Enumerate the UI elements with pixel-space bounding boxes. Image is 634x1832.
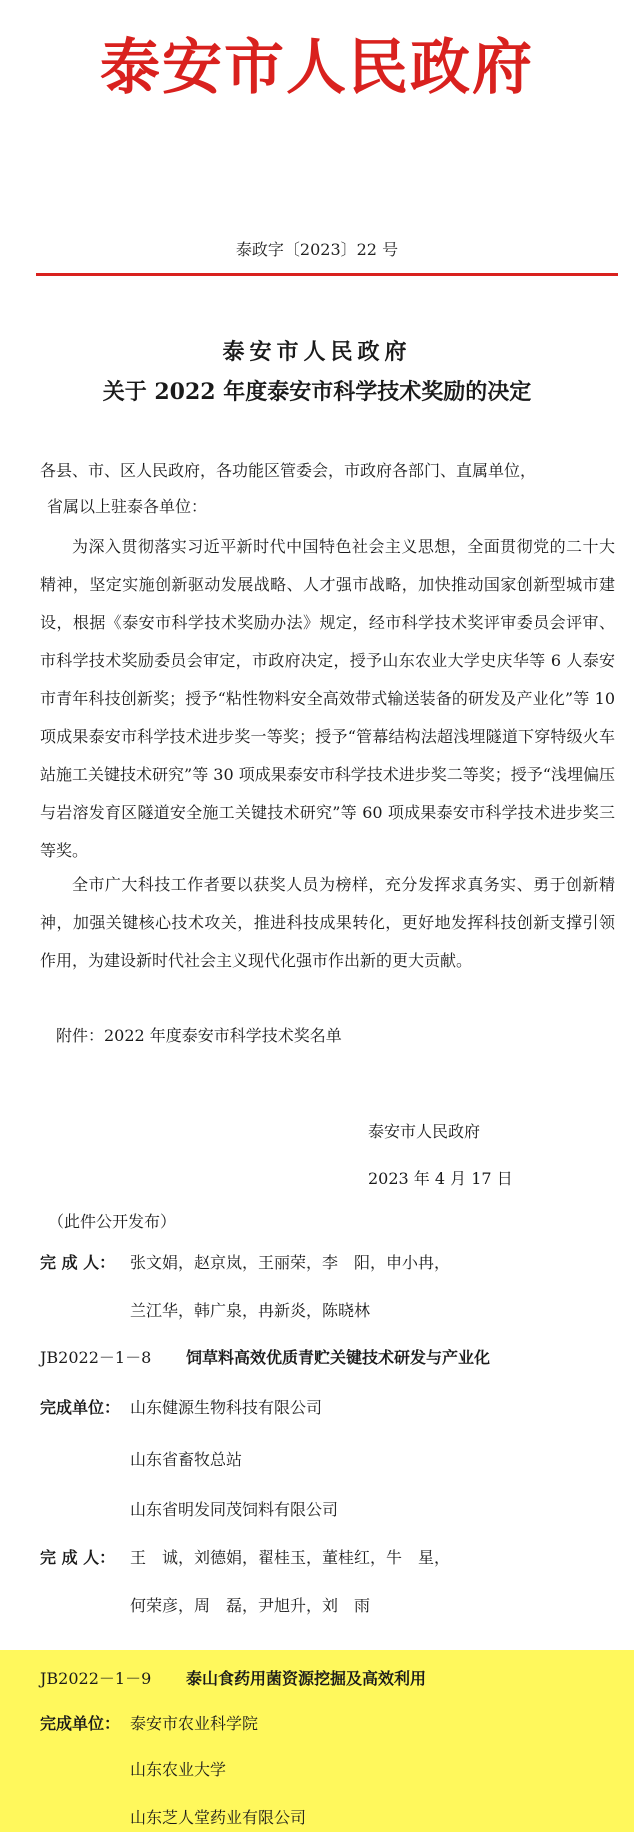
signature-issuer: 泰安市人民政府	[368, 1122, 481, 1141]
document-title-line2: 关于 2022 年度泰安市科学技术奖励的决定	[102, 379, 532, 405]
people-label: 完 成 人：	[40, 1548, 116, 1567]
addressee-line2: 省属以上驻泰各单位：	[47, 497, 208, 516]
unit-name: 泰安市农业科学院	[130, 1714, 259, 1733]
people-label: 完 成 人：	[40, 1253, 116, 1272]
document-number: 泰政字〔2023〕22 号	[235, 240, 399, 259]
unit-name: 山东农业大学	[130, 1760, 227, 1779]
project-name: 饲草料高效优质青贮关键技术研发与产业化	[186, 1348, 491, 1367]
units-label: 完成单位：	[40, 1714, 121, 1733]
addressee-line1: 各县、市、区人民政府，各功能区管委会，市政府各部门、直属单位，	[40, 461, 537, 480]
people-names: 王 诚，刘德娟，翟桂玉，董桂红，牛 星，	[130, 1548, 451, 1567]
unit-name: 山东健源生物科技有限公司	[130, 1398, 323, 1417]
signature-date: 2023 年 4 月 17 日	[368, 1169, 513, 1188]
attachment-note: 附件：2022 年度泰安市科学技术奖名单	[56, 1026, 342, 1045]
addressee-block	[40, 453, 610, 525]
public-release-note: （此件公开发布）	[48, 1212, 177, 1231]
red-divider-rule	[36, 273, 618, 276]
people-names: 张文娟，赵京岚，王丽荣，李 阳，申小冉，	[130, 1253, 451, 1272]
unit-name: 山东芝人堂药业有限公司	[130, 1808, 307, 1827]
project-code: JB2022－1－8	[40, 1348, 152, 1367]
unit-name: 山东省畜牧总站	[130, 1450, 243, 1469]
units-label: 完成单位：	[40, 1398, 121, 1417]
document-title-line1: 泰安市人民政府	[222, 339, 412, 365]
body-paragraph-1: 为深入贯彻落实习近平新时代中国特色社会主义思想，全面贯彻党的二十大精神，坚定实施创新驱动发展战略、人才强市战略，加快推动国家创新型城市建设，根据《泰安市科学技术奖励办法》规定，经市科学技术奖评审委员会评审、市科学技术奖励委员会审定，市政府决定，授予山东农业大学史庆华等 6 人泰安市青年科技创新奖；授予“粘性物料安全高效带式输送装备的研发及产业化”等 10 项成果泰安市科学技术进步奖一等奖；授予“管幕结构法超浅埋隧道下穿特级火车站施工关键技术研究”等 30 项成果泰安市科学技术进步奖二等奖；授予“浅埋偏压与岩溶发育区隧道安全施工关键技术研究”等 60 项成果泰安市科学技术进步奖三等奖。	[40, 537, 615, 860]
body-paragraph-2: 全市广大科技工作者要以获奖人员为榜样，充分发挥求真务实、勇于创新精神，加强关键核心技术攻关，推进科技成果转化，更好地发挥科技创新支撑引领作用，为建设新时代社会主义现代化强市作出新的更大贡献。	[40, 875, 615, 970]
unit-name: 山东省明发同茂饲料有限公司	[130, 1500, 339, 1519]
people-names: 何荣彦，周 磊，尹旭升，刘 雨	[130, 1596, 371, 1615]
project-name: 泰山食药用菌资源挖掘及高效利用	[186, 1669, 427, 1688]
project-code: JB2022－1－9	[40, 1669, 152, 1688]
issuing-organization-header: 泰安市人民政府	[100, 33, 534, 103]
people-names: 兰江华，韩广泉，冉新炎，陈晓林	[130, 1301, 371, 1320]
